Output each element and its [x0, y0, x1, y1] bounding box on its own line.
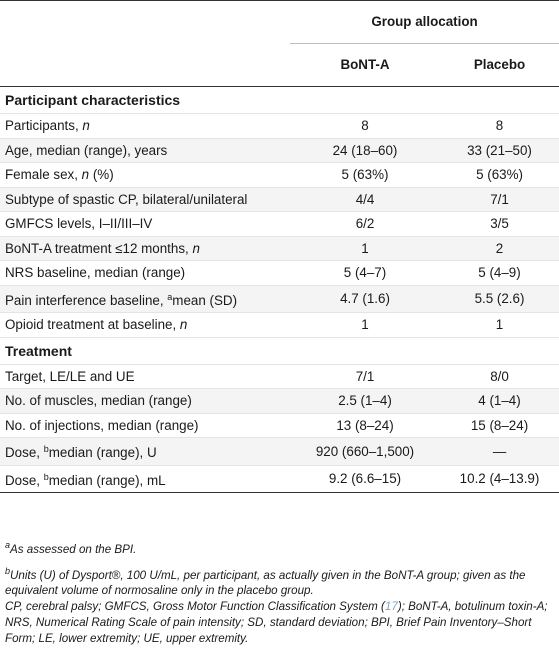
cell-placebo: 10.2 (4–13.9) [440, 465, 559, 493]
table-row [0, 389, 559, 414]
footnote-abbreviations: CP, cerebral palsy; GMFCS, Gross Motor Function Classification System (17); BoNT-A, botulinum toxin-A; NRS, Numerical Rating Scale of pain intensity; SD, standard deviation; BPI, Brief Pain Inventory–Short Form; LE, lower extremity; UE, upper extremity. [5, 600, 548, 645]
section-title: Treatment [0, 337, 559, 364]
cell-placebo: 3/5 [440, 212, 559, 237]
column-header-placebo: Placebo [440, 44, 559, 87]
table-row [0, 438, 559, 466]
row-label: GMFCS levels, I–II/III–IV [0, 212, 290, 237]
cell-placebo: 5 (4–9) [440, 261, 559, 286]
table-row [0, 413, 559, 438]
header-row-group [0, 1, 559, 44]
row-label: Pain interference baseline, $^a$mean (SD) [0, 285, 290, 313]
cell-bonta: 6/2 [290, 212, 440, 237]
cell-bonta: 13 (8–24) [290, 413, 440, 438]
table-row [0, 313, 559, 338]
cell-placebo: — [440, 438, 559, 466]
row-label: Opioid treatment at baseline, n [0, 313, 290, 338]
footnote-b: $^b$Units (U) of Dysport®, 100 U/mL, per participant, as actually given in the BoNT-A group; given as the equivalent volume of normosaline only in the placebo group. [5, 565, 526, 598]
header-empty-cell [0, 44, 290, 87]
cell-bonta: 5 (4–7) [290, 261, 440, 286]
cell-bonta: 4.7 (1.6) [290, 285, 440, 313]
header-empty-cell [0, 1, 290, 44]
table-row [0, 465, 559, 493]
row-label: Subtype of spastic CP, bilateral/unilateral [0, 187, 290, 212]
table-row [0, 261, 559, 286]
cell-placebo: 5.5 (2.6) [440, 285, 559, 313]
row-label: Participants, n [0, 114, 290, 139]
table-row [0, 212, 559, 237]
row-label: Age, median (range), years [0, 138, 290, 163]
table-row [0, 163, 559, 188]
row-label: NRS baseline, median (range) [0, 261, 290, 286]
cell-bonta: 5 (63%) [290, 163, 440, 188]
cell-placebo: 7/1 [440, 187, 559, 212]
table-footnotes [5, 538, 555, 646]
table-row [0, 187, 559, 212]
cell-bonta: 9.2 (6.6–15) [290, 465, 440, 493]
cell-placebo: 15 (8–24) [440, 413, 559, 438]
table-row [0, 364, 559, 389]
cell-placebo: 2 [440, 236, 559, 261]
cell-placebo: 1 [440, 313, 559, 338]
cell-bonta: 1 [290, 236, 440, 261]
cell-placebo: 33 (21–50) [440, 138, 559, 163]
cell-placebo: 8/0 [440, 364, 559, 389]
cell-bonta: 4/4 [290, 187, 440, 212]
row-label: BoNT-A treatment ≤12 months, n [0, 236, 290, 261]
row-label: Female sex, n (%) [0, 163, 290, 188]
table-row [0, 285, 559, 313]
section-row-participant [0, 87, 559, 114]
cell-bonta: 920 (660–1,500) [290, 438, 440, 466]
group-allocation-header: Group allocation [290, 1, 559, 44]
section-title: Participant characteristics [0, 87, 559, 114]
row-label: Dose, $^b$median (range), U [0, 438, 290, 466]
section-row-treatment [0, 337, 559, 364]
cell-placebo: 8 [440, 114, 559, 139]
cell-placebo: 4 (1–4) [440, 389, 559, 414]
table-row [0, 114, 559, 139]
header-row-columns [0, 44, 559, 87]
column-header-bonta: BoNT-A [290, 44, 440, 87]
cell-bonta: 7/1 [290, 364, 440, 389]
cell-placebo: 5 (63%) [440, 163, 559, 188]
row-label: Dose, $^b$median (range), mL [0, 465, 290, 493]
row-label: No. of injections, median (range) [0, 413, 290, 438]
table-row [0, 138, 559, 163]
cell-bonta: 24 (18–60) [290, 138, 440, 163]
cell-bonta: 1 [290, 313, 440, 338]
cell-bonta: 2.5 (1–4) [290, 389, 440, 414]
footnote-a: $^a$As assessed on the BPI. [5, 540, 137, 556]
table-row [0, 236, 559, 261]
cell-bonta: 8 [290, 114, 440, 139]
row-label: No. of muscles, median (range) [0, 389, 290, 414]
reference-link[interactable]: 17 [384, 600, 398, 614]
row-label: Target, LE/LE and UE [0, 364, 290, 389]
